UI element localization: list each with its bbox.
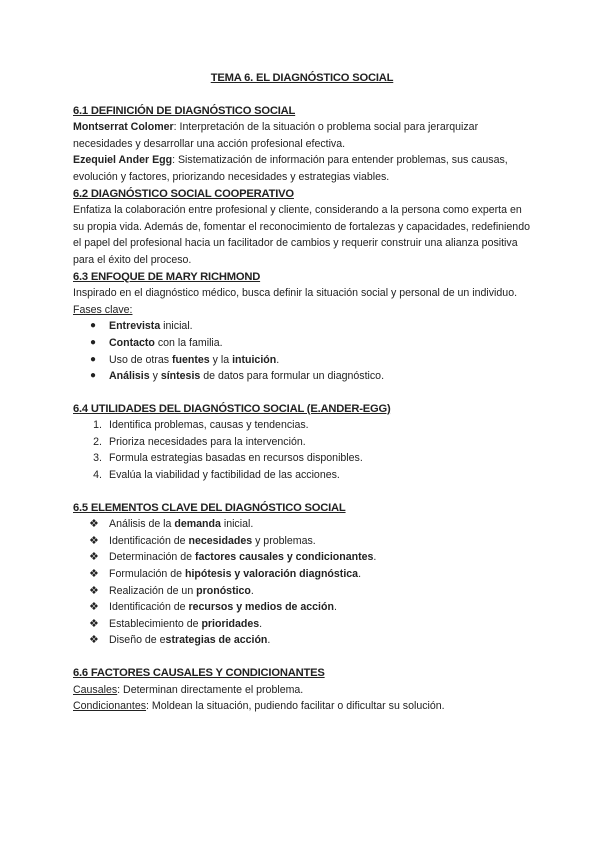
paragraph-cooperativo: Enfatiza la colaboración entre profesional y cliente, considerando a la persona como experta en su propia vida. Además de, fomentar el reconocimiento de fortalezas y capacidades, redefiniendo el papel del profesional hacia un facilitador de cambios y requerir construir una alianza positiva para el éxito del proceso. — [73, 204, 530, 266]
bullet-icon: ● — [90, 336, 97, 348]
list-item: 3. Formula estrategias basadas en recursos disponibles. — [93, 452, 363, 465]
diamond-bullet-icon: ❖ — [89, 534, 99, 547]
diamond-bullet-icon: ❖ — [89, 568, 99, 581]
condicionantes-line: Condicionantes: Moldean la situación, pudiendo facilitar o dificultar su solución. — [73, 700, 445, 713]
bullet-icon: ● — [90, 353, 97, 365]
section-heading-6-6: 6.6 FACTORES CAUSALES Y CONDICIONANTES — [73, 667, 325, 679]
list-item: ❖ Establecimiento de prioridades. — [73, 616, 531, 633]
diamond-bullet-icon: ❖ — [89, 617, 99, 630]
bullet-icon: ● — [90, 370, 97, 382]
section-heading-6-4: 6.4 UTILIDADES DEL DIAGNÓSTICO SOCIAL (E.ANDER-EGG) — [73, 402, 391, 415]
section-heading-6-1: 6.1 DEFINICIÓN DE DIAGNÓSTICO SOCIAL — [73, 104, 296, 117]
author-name: Ezequiel Ander Egg — [73, 154, 173, 167]
section-heading-6-2: 6.2 DIAGNÓSTICO SOCIAL COOPERATIVO — [73, 187, 294, 200]
list-item: ❖ Diseño de estrategias de acción. — [73, 632, 531, 649]
utilidades-list — [73, 417, 531, 483]
definition-colomer — [73, 119, 531, 152]
list-item: ● Uso de otras fuentes y la intuición. — [73, 352, 531, 369]
list-item: ● Análisis y síntesis de datos para formular un diagnóstico. — [73, 368, 531, 385]
document-title: TEMA 6. EL DIAGNÓSTICO SOCIAL — [210, 72, 394, 84]
list-item: ❖ Análisis de la demanda inicial. — [73, 516, 531, 533]
section-heading-6-3: 6.3 ENFOQUE DE MARY RICHMOND — [73, 270, 261, 283]
list-item: ❖ Determinación de factores causales y condicionantes. — [73, 549, 531, 566]
paragraph-richmond: Inspirado en el diagnóstico médico, busca definir la situación social y personal de un individuo. — [73, 287, 518, 300]
list-item: ❖ Realización de un pronóstico. — [73, 583, 531, 600]
list-item: ❖ Identificación de necesidades y problemas. — [73, 533, 531, 550]
diamond-bullet-icon: ❖ — [89, 551, 99, 564]
diamond-bullet-icon: ❖ — [89, 584, 99, 597]
diamond-bullet-icon: ❖ — [89, 601, 99, 614]
section-heading-6-5: 6.5 ELEMENTOS CLAVE DEL DIAGNÓSTICO SOCIAL — [73, 501, 346, 514]
list-item: ❖ Formulación de hipótesis y valoración diagnóstica. — [73, 566, 531, 583]
causales-line: Causales: Determinan directamente el problema. — [73, 683, 304, 696]
diamond-bullet-icon: ❖ — [89, 518, 99, 531]
list-item: ❖ Identificación de recursos y medios de acción. — [73, 599, 531, 616]
diamond-bullet-icon: ❖ — [89, 634, 99, 647]
fases-list — [73, 318, 531, 384]
list-item: ● Entrevista inicial. — [73, 318, 531, 335]
list-item: 1. Identifica problemas, causas y tendencias. — [93, 419, 309, 432]
author-name: Montserrat Colomer — [73, 121, 174, 134]
elementos-list — [73, 516, 531, 649]
definition-ander-egg — [73, 152, 531, 185]
list-item: 4. Evalúa la viabilidad y factibilidad de las acciones. — [93, 469, 340, 482]
fases-label: Fases clave: — [73, 303, 133, 316]
list-item: ● Contacto con la familia. — [73, 335, 531, 352]
document-page — [73, 70, 531, 715]
definition-text: : Interpretación de la situación o problema social para jerarquizar necesidades y desarrollar una acción profesional efectiva. — [73, 121, 479, 150]
bullet-icon: ● — [90, 320, 97, 332]
list-item: 2. Prioriza necesidades para la intervención. — [93, 435, 306, 448]
definition-text: : Sistematización de información para entender problemas, sus causas, evolución y factores, priorizando necesidades y estrategias viables. — [73, 154, 508, 183]
